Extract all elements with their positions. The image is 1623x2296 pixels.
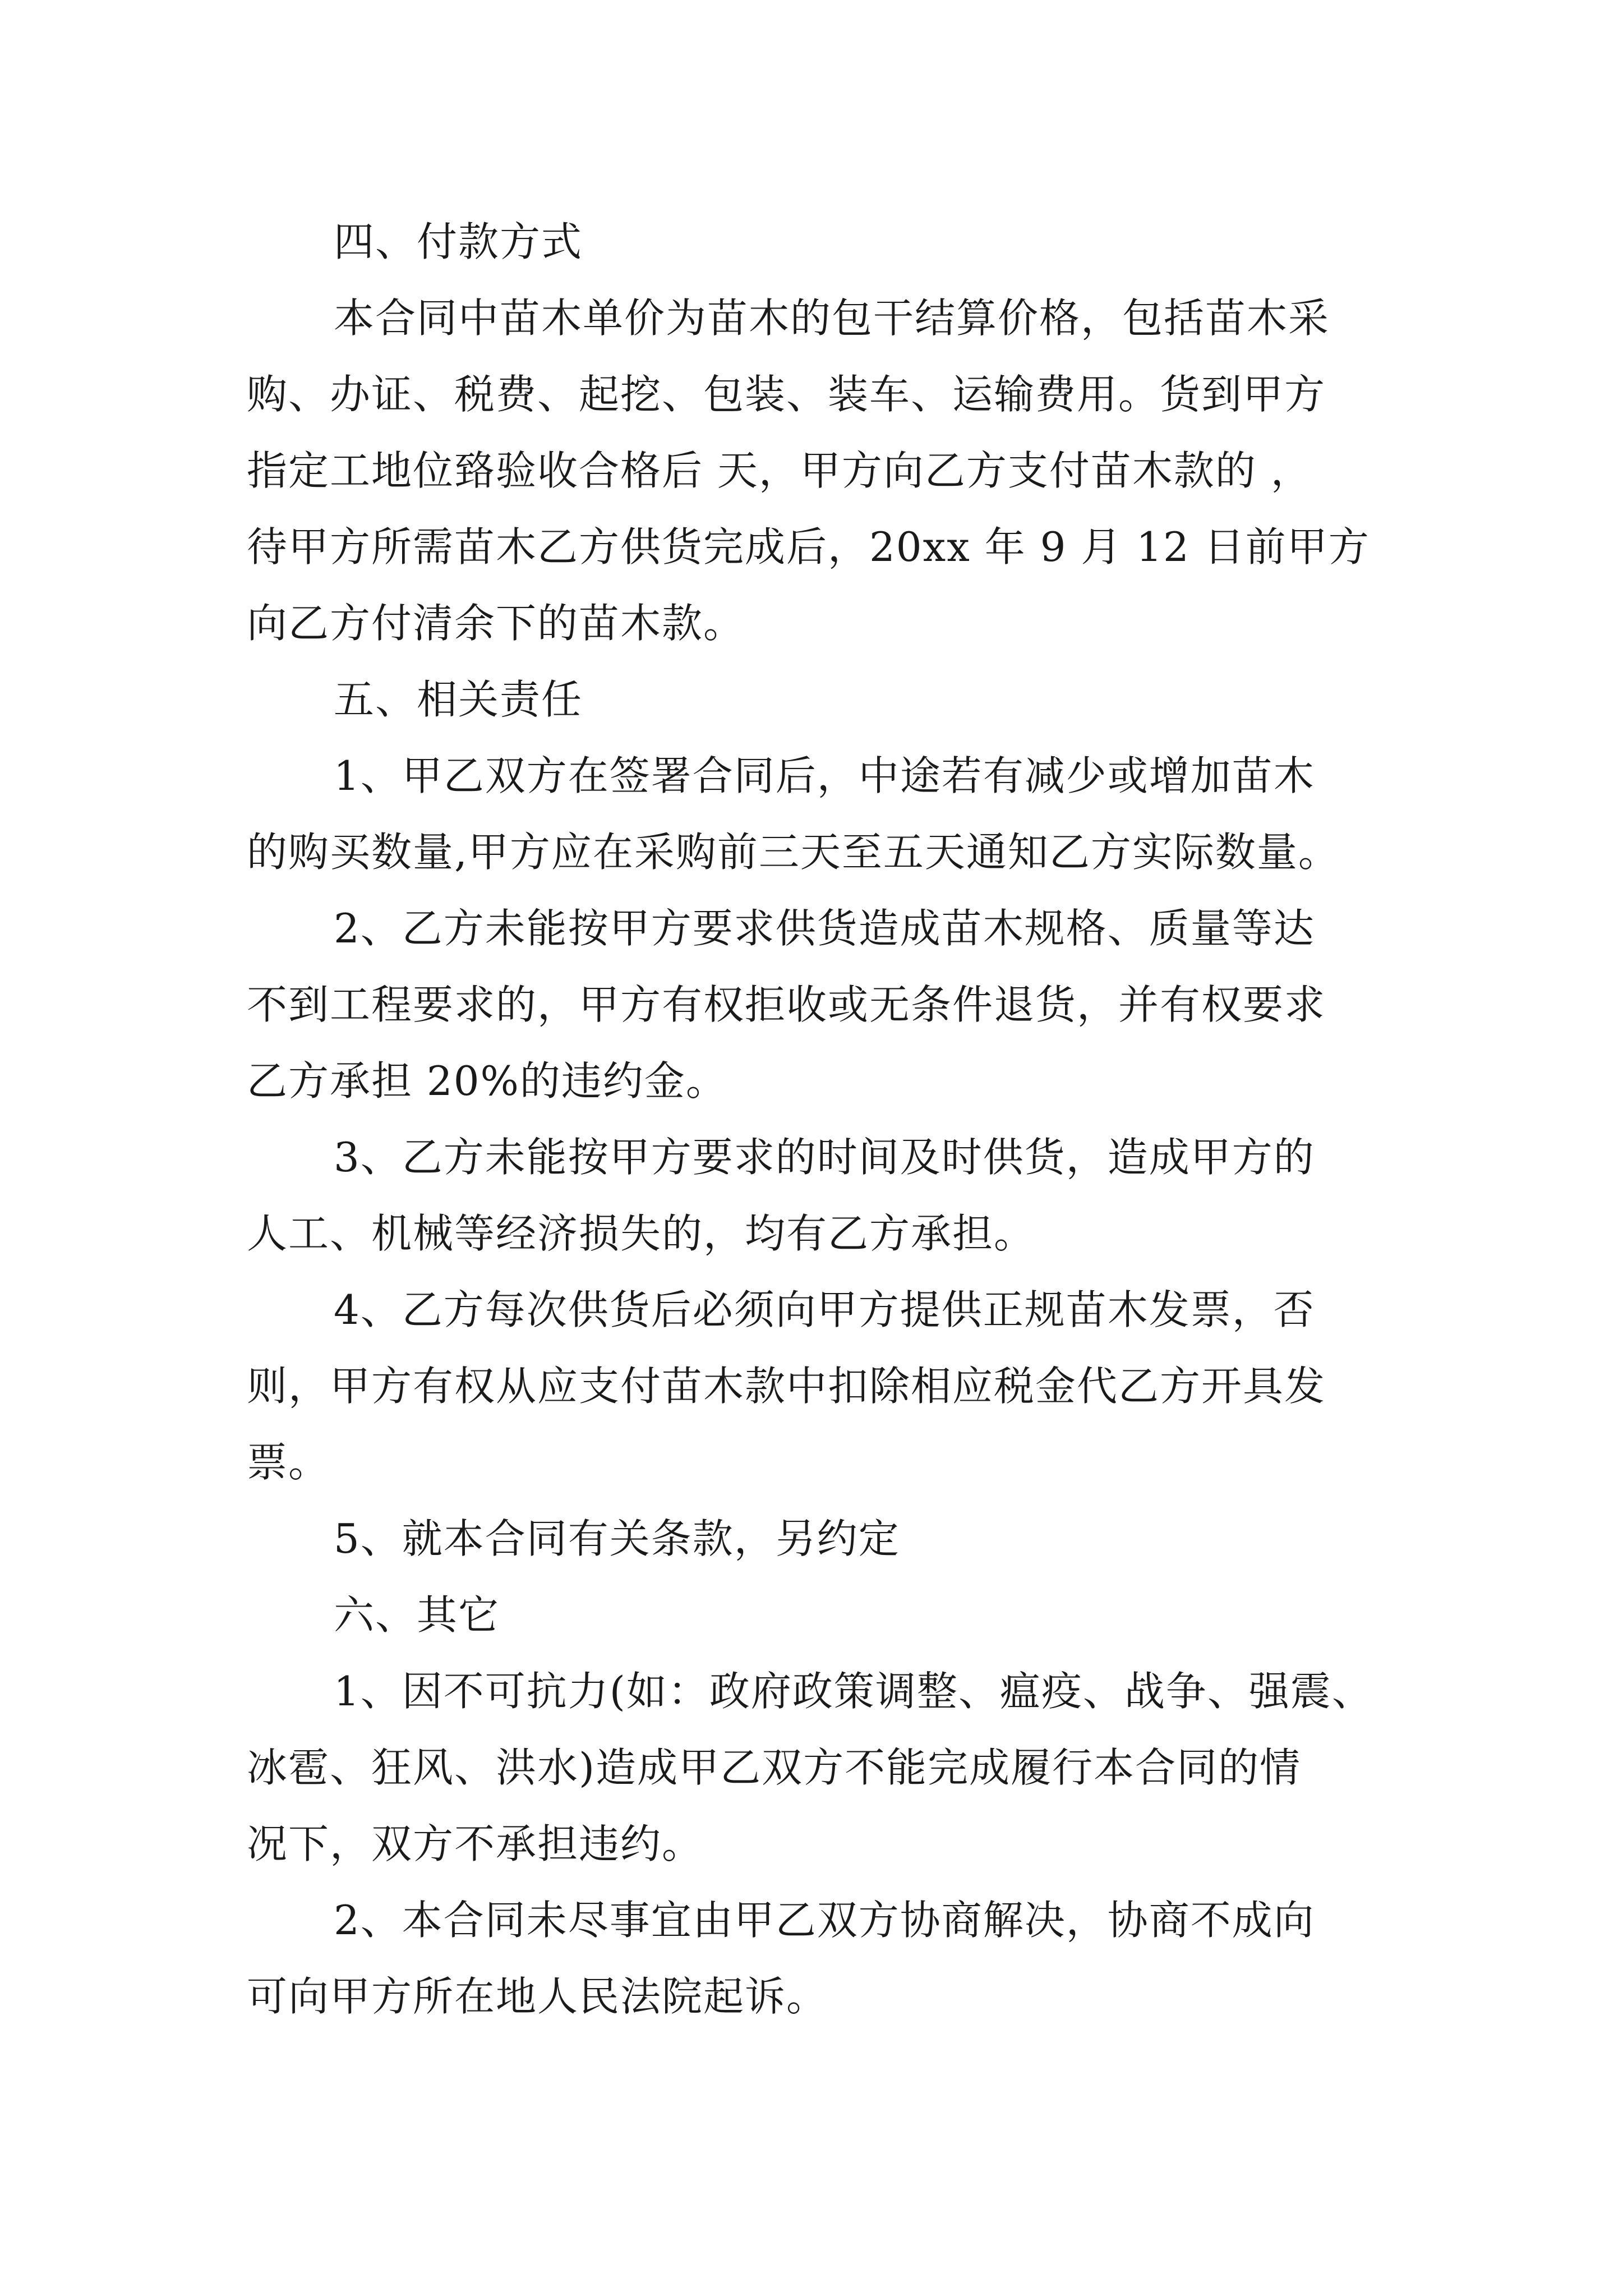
clause-line: 票。 — [247, 1439, 330, 1486]
clause-line: 1、甲乙双方在签署合同后，中途若有减少或增加苗木 — [334, 752, 1315, 799]
clause-line: 则，甲方有权从应支付苗木款中扣除相应税金代乙方开具发 — [247, 1363, 1326, 1410]
section-heading-other: 六、其它 — [334, 1591, 500, 1639]
clause-line: 况下，双方不承担违约。 — [247, 1820, 704, 1867]
paragraph-line: 购、办证、税费、起挖、包装、装车、运输费用。货到甲方 — [247, 371, 1326, 418]
clause-line: 2、本合同未尽事宜由甲乙双方协商解决，协商不成向 — [334, 1897, 1315, 1944]
clause-line: 人工、机械等经济损失的，均有乙方承担。 — [247, 1210, 1036, 1257]
clause-line: 4、乙方每次供货后必须向甲方提供正规苗木发票，否 — [334, 1286, 1315, 1333]
clause-line: 1、因不可抗力(如：政府政策调整、瘟疫、战争、强震、 — [334, 1668, 1373, 1715]
clause-line: 不到工程要求的，甲方有权拒收或无条件退货，并有权要求 — [247, 981, 1326, 1028]
section-heading-liability: 五、相关责任 — [334, 676, 583, 723]
clause-line: 5、就本合同有关条款，另约定 — [334, 1515, 900, 1562]
clause-line: 可向甲方所在地人民法院起诉。 — [247, 1973, 828, 2020]
clause-line: 乙方承担 20%的违约金。 — [247, 1057, 727, 1105]
paragraph-line: 指定工地位臵验收合格后 天，甲方向乙方支付苗木款的 ， — [247, 447, 1312, 494]
paragraph-line: 向乙方付清余下的苗木款。 — [247, 600, 745, 647]
paragraph-line: 待甲方所需苗木乙方供货完成后，20xx 年 9 月 12 日前甲方 — [247, 523, 1370, 570]
paragraph-line: 本合同中苗木单价为苗木的包干结算价格，包括苗木采 — [334, 295, 1330, 342]
clause-line: 2、乙方未能按甲方要求供货造成苗木规格、质量等达 — [334, 905, 1315, 952]
section-heading-payment: 四、付款方式 — [334, 218, 583, 265]
clause-line: 3、乙方未能按甲方要求的时间及时供货，造成甲方的 — [334, 1134, 1315, 1181]
clause-line: 的购买数量,甲方应在采购前三天至五天通知乙方实际数量。 — [247, 829, 1340, 876]
clause-line: 冰雹、狂风、洪水)造成甲乙双方不能完成履行本合同的情 — [247, 1744, 1302, 1791]
